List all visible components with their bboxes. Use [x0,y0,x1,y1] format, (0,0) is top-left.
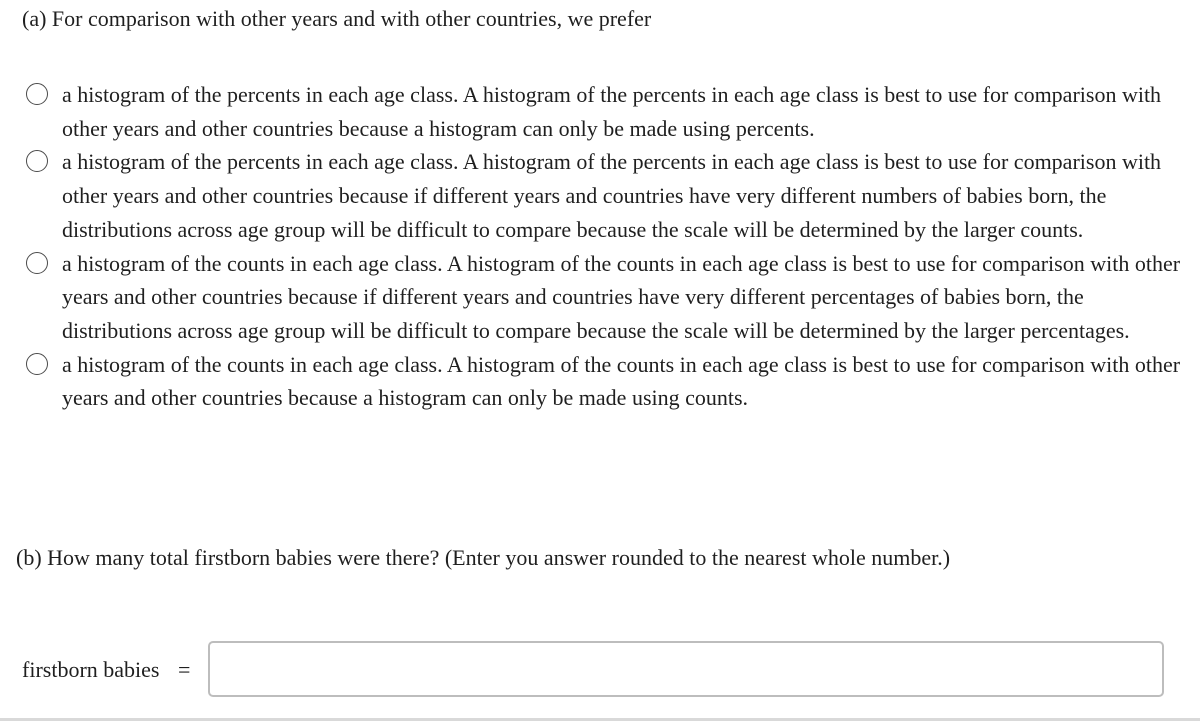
option-text-2: a histogram of the percents in each age class. A histogram of the percents in each age class is best to use for comparison with other years and other countries because if different years and countries have very different numbers of babies born, the distributions across age group will be difficult to compare because the scale will be determined by the larger counts. [62,149,1162,242]
option-counts-scale[interactable] [26,247,1196,348]
option-percents-scale[interactable] [26,145,1196,246]
equals-sign: = [178,657,191,682]
radio-button-2[interactable] [26,150,48,172]
question-a-prompt: (a) For comparison with other years and with other countries, we prefer [22,6,652,31]
radio-button-4[interactable] [26,353,48,375]
option-counts-only[interactable] [26,348,1196,415]
radio-button-1[interactable] [26,83,48,105]
answer-label: firstborn babies [22,657,160,682]
radio-button-3[interactable] [26,252,48,274]
firstborn-babies-input[interactable] [208,641,1164,697]
option-percents-only[interactable] [26,78,1196,145]
option-text-4: a histogram of the counts in each age class. A histogram of the counts in each age class is best to use for comparison with other years and other countries because a histogram can only be made using counts. [62,351,1181,411]
option-text-1: a histogram of the percents in each age class. A histogram of the percents in each age class is best to use for comparison with other years and other countries because a histogram can only be made using percents. [62,82,1162,141]
option-text-3: a histogram of the counts in each age class. A histogram of the counts in each age class is best to use for comparison with other years and other countries because if different years and countries have very different percentages of babies born, the distributions across age group will be difficult to compare because the scale will be determined by the larger percentages. [62,250,1181,343]
question-b-prompt: (b) How many total firstborn babies were there? (Enter you answer rounded to the nearest whole number.) [16,545,951,570]
answer-row [22,641,1164,697]
answer-options-group [26,78,1196,415]
